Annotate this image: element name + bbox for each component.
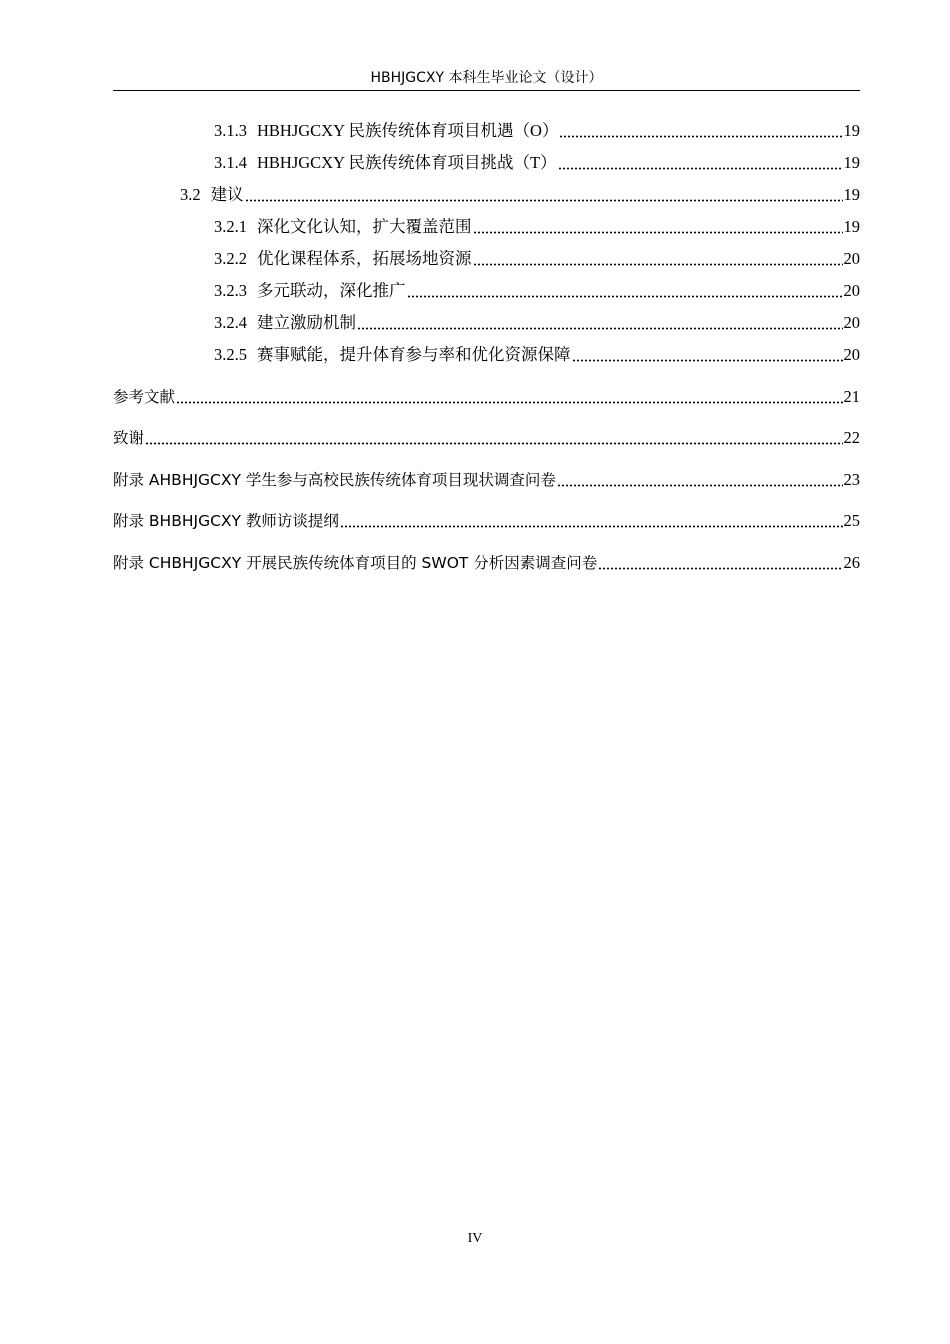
toc-entry-number: 3.1.4: [214, 153, 247, 172]
toc-entry-page: 19: [843, 153, 860, 172]
toc-entry-number: 3.2.5: [214, 345, 247, 364]
toc-entry-acknowledgements[interactable]: [113, 425, 860, 451]
toc-entry-number: 3.1.3: [214, 121, 247, 140]
toc-dot-leader: [245, 199, 843, 202]
toc-entry-page: 20: [843, 281, 860, 300]
toc-dot-leader: [572, 359, 843, 362]
toc-entry-references[interactable]: [113, 384, 860, 410]
toc-entry-page: 23: [843, 470, 860, 489]
toc-dot-leader: [407, 295, 843, 298]
toc-entry-page: 20: [843, 345, 860, 364]
page-header: [113, 66, 860, 91]
toc-entry-number: 3.2: [180, 185, 201, 204]
toc-entry-3-2-5[interactable]: [113, 342, 860, 368]
toc-dot-leader: [558, 167, 843, 170]
toc-entry-title: 附录 CHBHJGCXY 开展民族传统体育项目的 SWOT 分析因素调查问卷: [113, 554, 598, 572]
toc-dot-leader: [557, 484, 843, 487]
toc-dot-leader: [145, 442, 842, 445]
toc-dot-leader: [176, 401, 842, 404]
toc-entry-title: 赛事赋能，提升体育参与率和优化资源保障: [257, 345, 571, 364]
toc-entry-page: 19: [843, 217, 860, 236]
toc-entry-title: HBHJGCXY 民族传统体育项目机遇（O）: [257, 121, 559, 140]
toc-entry-title: 深化文化认知，扩大覆盖范围: [257, 217, 472, 236]
toc-entry-title: 附录 AHBHJGCXY 学生参与高校民族传统体育项目现状调查问卷: [113, 471, 556, 489]
toc-entry-3-2-1[interactable]: [113, 214, 860, 240]
toc-entry-page: 25: [843, 511, 860, 530]
toc-entry-title: 附录 BHBHJGCXY 教师访谈提纲: [113, 512, 339, 530]
header-title: HBHJGCXY 本科生毕业论文（设计）: [370, 70, 603, 86]
toc-entry-page: 19: [843, 185, 860, 204]
toc-dot-leader: [598, 567, 842, 570]
toc-entry-title: 优化课程体系，拓展场地资源: [257, 249, 472, 268]
toc-entry-3-2-2[interactable]: [113, 246, 860, 272]
toc-entry-title: HBHJGCXY 民族传统体育项目挑战（T）: [257, 153, 557, 172]
page-footer: [0, 1229, 950, 1249]
toc-entry-3-2-3[interactable]: [113, 278, 860, 304]
toc-entry-title: 致谢: [113, 429, 145, 447]
toc-entry-page: 20: [843, 313, 860, 332]
page-number: IV: [467, 1231, 483, 1246]
toc-entry-3-1-4[interactable]: [113, 150, 860, 176]
toc-entry-page: 19: [843, 121, 860, 140]
toc-entry-number: 3.2.4: [214, 313, 247, 332]
toc-entry-number: 3.2.1: [214, 217, 247, 236]
toc-entry-3-2[interactable]: [113, 182, 860, 208]
toc-entry-page: 22: [843, 428, 860, 447]
toc-entry-3-1-3[interactable]: [113, 118, 860, 144]
toc-dot-leader: [357, 327, 843, 330]
toc-entry-page: 21: [843, 387, 860, 406]
toc-dot-leader: [340, 525, 843, 528]
toc-entry-title: 建议: [210, 185, 244, 204]
toc-entry-title: 多元联动，深化推广: [257, 281, 406, 300]
toc-entry-3-2-4[interactable]: [113, 310, 860, 336]
toc-dot-leader: [559, 135, 842, 138]
toc-entry-appendix-c[interactable]: [113, 550, 860, 576]
toc-entry-appendix-b[interactable]: [113, 508, 860, 534]
toc-entry-title: 建立激励机制: [257, 313, 356, 332]
toc-entry-number: 3.2.2: [214, 249, 247, 268]
toc-entry-appendix-a[interactable]: [113, 467, 860, 493]
toc-dot-leader: [473, 231, 843, 234]
toc-entry-number: 3.2.3: [214, 281, 247, 300]
toc-entry-title: 参考文献: [113, 388, 176, 406]
toc-entry-page: 20: [843, 249, 860, 268]
toc-dot-leader: [473, 263, 843, 266]
toc-entry-page: 26: [843, 553, 860, 572]
